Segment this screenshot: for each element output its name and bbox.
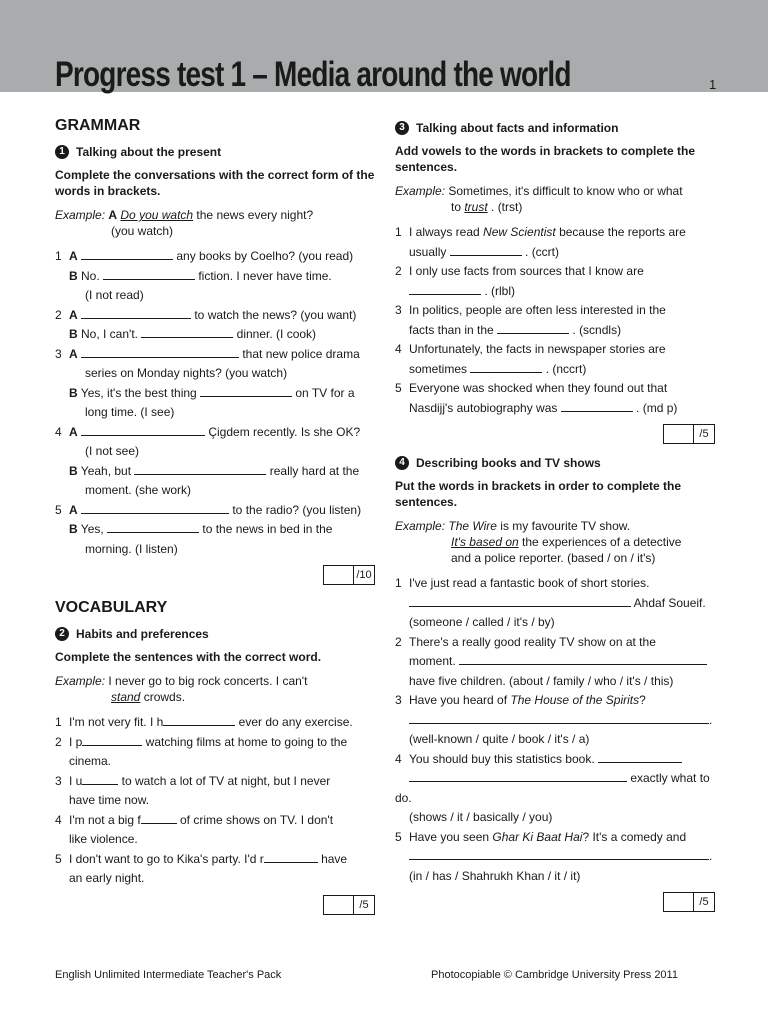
list-item: 2 I p watching films at home to going to the bbox=[55, 734, 348, 749]
score-input[interactable] bbox=[664, 893, 694, 911]
exercise-2-instruction: Complete the sentences with the correct word. bbox=[55, 650, 322, 664]
grammar-heading: GRAMMAR bbox=[55, 117, 141, 134]
list-item: B Yes, it's the best thing on TV for a bbox=[69, 385, 355, 400]
answer-blank[interactable] bbox=[409, 712, 709, 724]
left-column bbox=[55, 117, 375, 925]
answer-blank[interactable] bbox=[141, 812, 177, 824]
list-item: B Yeah, but really hard at the bbox=[69, 463, 360, 478]
list-item: 3 A that new police drama bbox=[55, 346, 360, 361]
answer-blank[interactable] bbox=[81, 424, 205, 436]
vocabulary-heading: VOCABULARY bbox=[55, 599, 168, 616]
exercise-4-example: Example: The Wire is my favourite TV show. It's based on the experiences of a detective and a police reporter. (based / on / it's) bbox=[395, 519, 682, 565]
list-item: 4 Unfortunately, the facts in newspaper stories are bbox=[395, 342, 666, 356]
answer-blank[interactable] bbox=[103, 268, 195, 280]
score-input[interactable] bbox=[324, 566, 354, 584]
score-box: /5 bbox=[395, 424, 715, 444]
list-item: 5 Everyone was shocked when they found out that bbox=[395, 381, 668, 395]
list-item: 3 Have you heard of The House of the Spirits? bbox=[395, 693, 646, 707]
answer-blank[interactable] bbox=[81, 248, 173, 260]
list-item: 2 I only use facts from sources that I know are bbox=[395, 264, 644, 278]
answer-blank[interactable] bbox=[81, 307, 191, 319]
exercise-2-example: Example: I never go to big rock concerts. I can't stand crowds. bbox=[55, 674, 308, 704]
exercise-4-items: 1 I've just read a fantastic book of short stories. Ahdaf Soueif. (someone / called / it's / by) 2 There's a really good reality TV show on at the moment. have five children. (about / family / who / it's / this) 3 Have you heard of The House of the Spirits? . (well-known / quite / book / it's / a) 4 You should buy this statistics book. exactly what to do. (shows / it / basically / you) 5 Have you seen Ghar Ki Baat Hai? It's a comedy and . (in / has / Shahrukh Khan / it / it) bbox=[395, 574, 715, 886]
exercise-number-badge: 4 bbox=[395, 456, 409, 470]
list-item: 1 I always read New Scientist because the reports are bbox=[395, 225, 686, 239]
list-item: 3 I u to watch a lot of TV at night, but I never bbox=[55, 773, 331, 788]
list-item: 5 Have you seen Ghar Ki Baat Hai? It's a comedy and bbox=[395, 829, 687, 844]
answer-blank[interactable] bbox=[459, 653, 707, 665]
list-item: B Yes, to the news in bed in the bbox=[69, 522, 333, 536]
list-item: 5 I don't want to go to Kika's party. I'd r have bbox=[55, 851, 348, 866]
exercise-number-badge: 3 bbox=[395, 121, 409, 135]
answer-blank[interactable] bbox=[141, 326, 233, 338]
exercise-1-items: 1 A any books by Coelho? (you read) B No. fiction. I never have time. (I not read) 2 A to watch the news? (you want) B No, I can't. dinner. (I cook) 3 A that new police drama series on Monday nights? (you watch) B Yes, it's the best thing on TV for a long time. (I see) 4 A Çigdem recently. Is she OK? (I not see) B Yeah, but really hard at the moment. (she work) 5 A to the radio? (you listen) B Yes, to the news in bed in the morning. (I listen) bbox=[55, 247, 375, 559]
answer-blank[interactable] bbox=[81, 502, 229, 514]
footer-right: Photocopiable © Cambridge University Press 2011 bbox=[431, 969, 678, 981]
score-input[interactable] bbox=[324, 896, 354, 914]
exercise-3-example: Example: Sometimes, it's difficult to know who or what to trust . (trst) bbox=[395, 184, 683, 214]
page-number: 1 bbox=[709, 77, 717, 92]
answer-blank[interactable] bbox=[82, 734, 142, 746]
footer-left: English Unlimited Intermediate Teacher's Pack bbox=[55, 969, 282, 981]
exercise-4-instruction: Put the words in brackets in order to complete the sentences. bbox=[395, 479, 682, 509]
list-item: 1 I've just read a fantastic book of short stories. bbox=[395, 576, 650, 590]
exercise-4-title: 4 Describing books and TV shows bbox=[395, 456, 715, 470]
answer-blank[interactable] bbox=[450, 244, 522, 256]
exercise-3-instruction: Add vowels to the words in brackets to complete the sentences. bbox=[395, 144, 696, 174]
list-item: B No, I can't. dinner. (I cook) bbox=[69, 327, 317, 341]
score-box: /5 bbox=[395, 892, 715, 912]
list-item: 1 I'm not very fit. I h ever do any exercise. bbox=[55, 715, 353, 729]
exercise-1-instruction: Complete the conversations with the correct form of the words in brackets. bbox=[55, 168, 375, 198]
answer-blank[interactable] bbox=[107, 521, 199, 533]
list-item: 3 In politics, people are often less interested in the bbox=[395, 303, 666, 317]
list-item: 1 A any books by Coelho? (you read) bbox=[55, 249, 354, 263]
list-item: 4 A Çigdem recently. Is she OK? bbox=[55, 424, 361, 439]
answer-blank[interactable] bbox=[470, 361, 542, 373]
right-column bbox=[395, 121, 715, 922]
answer-blank[interactable] bbox=[497, 322, 569, 334]
score-box: /10 bbox=[55, 565, 375, 585]
list-item: 2 There's a really good reality TV show on at the bbox=[395, 634, 656, 649]
list-item: 2 A to watch the news? (you want) bbox=[55, 307, 357, 322]
answer-blank[interactable] bbox=[82, 773, 118, 785]
list-item: 4 I'm not a big f of crime shows on TV. I don't bbox=[55, 812, 334, 827]
answer-blank[interactable] bbox=[163, 714, 235, 726]
exercise-2-title: 2 Habits and preferences bbox=[55, 627, 375, 641]
list-item: 4 You should buy this statistics book. bbox=[395, 750, 715, 770]
answer-blank[interactable] bbox=[409, 770, 627, 782]
answer-blank[interactable] bbox=[409, 283, 481, 295]
answer-blank[interactable] bbox=[409, 848, 709, 860]
answer-blank[interactable] bbox=[264, 851, 318, 863]
exercise-1-example: Example: A Do you watch the news every night? (you watch) bbox=[55, 208, 314, 238]
answer-blank[interactable] bbox=[598, 751, 682, 763]
answer-blank[interactable] bbox=[561, 400, 633, 412]
score-input[interactable] bbox=[664, 425, 694, 443]
exercise-3-items: 1 I always read New Scientist because the reports are usually . (ccrt) 2 I only use facts from sources that I know are . (rlbl) 3 In politics, people are often less interested in the facts than in the . (scndls) 4 Unfortunately, the facts in newspaper stories are sometimes . (nccrt) 5 Everyone was shocked when they found out that Nasdijj's autobiography was . (md p) bbox=[395, 223, 715, 418]
answer-blank[interactable] bbox=[200, 385, 292, 397]
answer-blank[interactable] bbox=[134, 463, 266, 475]
exercise-3-title: 3 Talking about facts and information bbox=[395, 121, 715, 135]
list-item: 5 A to the radio? (you listen) bbox=[55, 502, 362, 517]
answer-blank[interactable] bbox=[409, 595, 631, 607]
score-box: /5 bbox=[55, 895, 375, 915]
exercise-number-badge: 1 bbox=[55, 145, 69, 159]
exercise-2-items: 1 I'm not very fit. I h ever do any exercise. 2 I p watching films at home to going to the cinema. 3 I u to watch a lot of TV at night, but I never have time now. 4 I'm not a big f of crime shows on TV. I don't like violence. 5 I don't want to go to Kika's party. I'd r have an early night. bbox=[55, 713, 375, 889]
answer-blank[interactable] bbox=[81, 346, 239, 358]
page-title: Progress test 1 – Media around the world bbox=[55, 55, 571, 94]
list-item: B No. fiction. I never have time. bbox=[69, 268, 332, 283]
exercise-number-badge: 2 bbox=[55, 627, 69, 641]
exercise-1-title: 1 Talking about the present bbox=[55, 145, 375, 159]
